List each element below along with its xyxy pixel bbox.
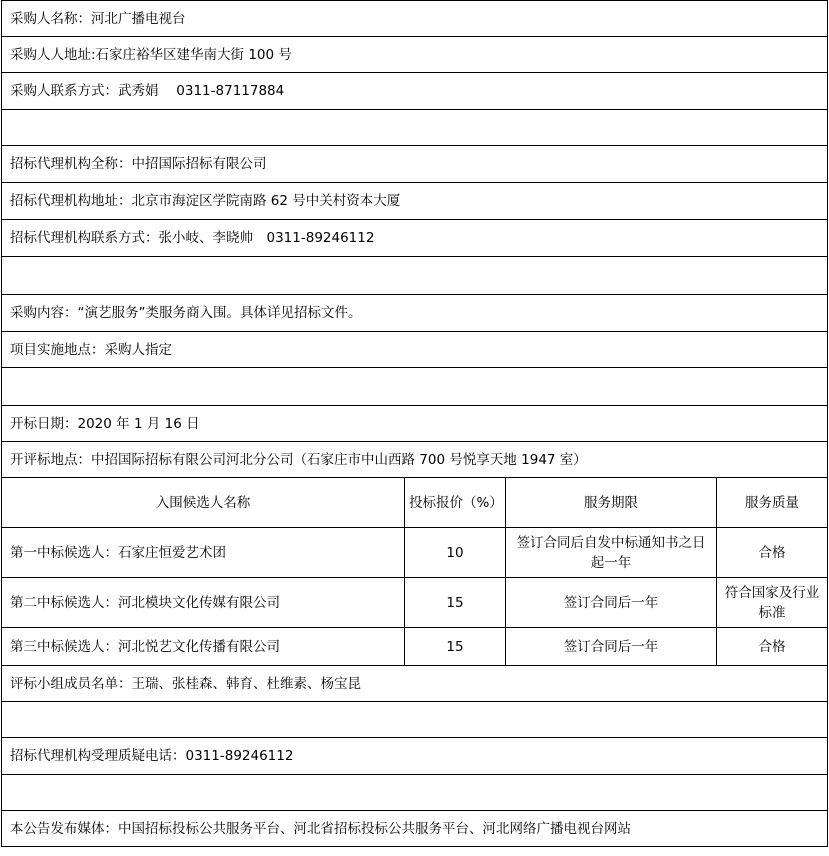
candidate-term: 签订合同后自发中标通知书之日起一年 bbox=[506, 528, 717, 578]
publish-media: 本公告发布媒体：中国招标投标公共服务平台、河北省招标投标公共服务平台、河北网络广播电视台网站 bbox=[2, 811, 828, 847]
blank-row bbox=[2, 257, 828, 295]
candidate-name: 第三中标候选人：河北悦艺文化传播有限公司 bbox=[2, 628, 405, 666]
candidate-price: 15 bbox=[405, 578, 506, 628]
inquiry-phone: 招标代理机构受理质疑电话：0311-89246112 bbox=[2, 738, 828, 775]
buyer-address: 采购人人地址:石家庄裕华区建华南大街 100 号 bbox=[2, 37, 828, 73]
header-bid-price: 投标报价（%） bbox=[405, 478, 506, 528]
candidate-quality: 合格 bbox=[717, 528, 828, 578]
blank-row bbox=[2, 702, 828, 738]
candidate-term: 签订合同后一年 bbox=[506, 578, 717, 628]
header-service-term: 服务期限 bbox=[506, 478, 717, 528]
opening-place: 开评标地点：中招国际招标有限公司河北分公司（石家庄市中山西路 700 号悦享天地 1947 室） bbox=[2, 442, 828, 478]
table-row bbox=[2, 578, 828, 628]
candidate-term: 签订合同后一年 bbox=[506, 628, 717, 666]
procurement-content: 采购内容：“演艺服务”类服务商入围。具体详见招标文件。 bbox=[2, 295, 828, 332]
agency-contact: 招标代理机构联系方式：张小岐、李晓帅 0311-89246112 bbox=[2, 220, 828, 257]
candidate-quality: 符合国家及行业标准 bbox=[717, 578, 828, 628]
agency-address: 招标代理机构地址：北京市海淀区学院南路 62 号中关村资本大厦 bbox=[2, 183, 828, 220]
header-service-quality: 服务质量 bbox=[717, 478, 828, 528]
committee-members: 评标小组成员名单：王瑞、张桂森、韩育、杜维素、杨宝昆 bbox=[2, 666, 828, 702]
candidates-header-row bbox=[2, 478, 828, 528]
table-row bbox=[2, 628, 828, 666]
candidate-price: 15 bbox=[405, 628, 506, 666]
project-location: 项目实施地点：采购人指定 bbox=[2, 332, 828, 368]
buyer-contact: 采购人联系方式：武秀娟 0311-87117884 bbox=[2, 73, 828, 110]
candidate-price: 10 bbox=[405, 528, 506, 578]
blank-row bbox=[2, 110, 828, 146]
blank-row bbox=[2, 368, 828, 406]
candidate-quality: 合格 bbox=[717, 628, 828, 666]
buyer-name: 采购人名称：河北广播电视台 bbox=[2, 1, 828, 37]
candidate-name: 第一中标候选人：石家庄恒爱艺术团 bbox=[2, 528, 405, 578]
table-row bbox=[2, 528, 828, 578]
opening-date: 开标日期：2020 年 1 月 16 日 bbox=[2, 406, 828, 442]
announcement-table bbox=[1, 0, 828, 847]
candidate-name: 第二中标候选人：河北模块文化传媒有限公司 bbox=[2, 578, 405, 628]
header-candidate-name: 入围候选人名称 bbox=[2, 478, 405, 528]
agency-name: 招标代理机构全称：中招国际招标有限公司 bbox=[2, 146, 828, 183]
blank-row bbox=[2, 775, 828, 811]
